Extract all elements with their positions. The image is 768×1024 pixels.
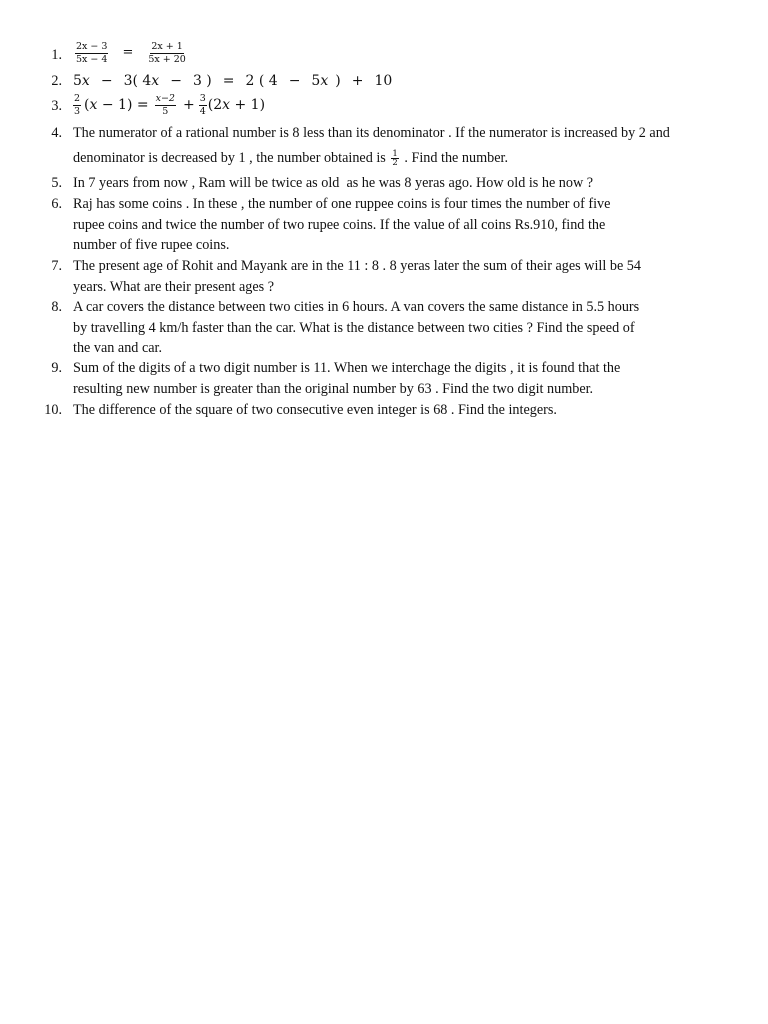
fraction-numerator: 2x + 1: [151, 40, 183, 52]
text-line: [73, 148, 723, 169]
question-text: [73, 173, 713, 194]
question-number: 10.: [44, 402, 62, 418]
question-text: [73, 194, 713, 256]
operator: +: [182, 96, 195, 113]
term: 10: [374, 72, 393, 89]
fraction-denominator: 4: [199, 105, 206, 117]
equation-2: [73, 70, 713, 92]
variable: x: [151, 72, 160, 89]
fraction-denominator: 5x − 4: [76, 53, 108, 65]
term: ): [335, 72, 341, 89]
question-text: [73, 123, 723, 168]
fraction-numerator: 2x − 3: [76, 40, 108, 52]
text-line: by travelling 4 km/h faster than the car. What is the distance between two cities ? Find the speed of: [73, 319, 635, 336]
fraction: [155, 94, 176, 117]
term: 5: [73, 72, 82, 89]
operator: −: [170, 72, 182, 89]
question-number: 9.: [51, 360, 62, 376]
fraction-denominator: 5: [162, 105, 169, 117]
text-segment: denominator is decreased by 1 , the number obtained is: [73, 149, 386, 166]
text-line: The difference of the square of two consecutive even integer is 68 . Find the integers.: [73, 402, 557, 418]
fraction-numerator: x−2: [155, 92, 175, 104]
text-segment: . Find the number.: [404, 149, 508, 166]
text-line: The present age of Rohit and Mayank are in the 11 : 8 . 8 yeras later the sum of their ages will be 54: [73, 258, 641, 274]
term: (2: [207, 96, 223, 113]
text-line: A car covers the distance between two cities in 6 hours. A van covers the same distance in 5.5 hours: [73, 299, 640, 315]
equals-sign: =: [222, 72, 235, 89]
text-line: In 7 years from now , Ram will be twice as old as he was 8 yeras ago. How old is he now ?: [73, 175, 594, 191]
variable: x: [320, 72, 329, 89]
fraction: [199, 94, 207, 117]
term: + 1): [230, 96, 266, 113]
fraction-numerator: 3: [199, 92, 206, 104]
text-line: Raj has some coins . In these , the number of one ruppee coins is four times the number of five: [73, 196, 611, 212]
equals-sign: =: [122, 44, 134, 60]
question-number: 6.: [51, 196, 62, 212]
text-line: The numerator of a rational number is 8 less than its denominator . If the numerator is increased by 2 and: [73, 125, 670, 141]
question-number: 7.: [51, 258, 62, 274]
variable: x: [222, 96, 231, 113]
operator: −: [100, 72, 113, 89]
term: (: [84, 96, 90, 113]
term: 2 ( 4: [245, 72, 278, 89]
equation-3: [73, 94, 713, 116]
question-number: 3.: [51, 98, 62, 114]
operator: +: [351, 72, 364, 89]
variable: x: [81, 72, 90, 89]
text-line: the van and car.: [73, 340, 163, 356]
variable: x: [89, 96, 98, 113]
fraction-denominator: 5x + 20: [148, 53, 186, 65]
text-line: years. What are their present ages ?: [73, 278, 275, 295]
fraction-lhs: [75, 42, 108, 65]
question-number: 4.: [51, 125, 62, 141]
question-text: [73, 297, 713, 359]
question-number: 1.: [51, 47, 62, 63]
term: − 1) =: [97, 96, 149, 113]
question-number: 8.: [51, 299, 62, 315]
question-text: [73, 358, 713, 399]
fraction: [73, 94, 81, 117]
fraction-numerator: 2: [74, 92, 81, 104]
equation-1: [73, 42, 713, 64]
fraction-numerator: 1: [392, 148, 398, 159]
fraction-one-half: [391, 150, 398, 167]
question-text: [73, 256, 713, 297]
text-line: resulting new number is greater than the original number by 63 . Find the two digit number.: [73, 380, 594, 397]
fraction-rhs: [147, 42, 187, 65]
question-text: [73, 400, 713, 421]
fraction-denominator: 3: [74, 105, 81, 117]
term: 3 ): [192, 72, 212, 89]
text-line: rupee coins and twice the number of two rupee coins. If the value of all coins Rs.910, find the: [73, 216, 606, 233]
text-line: number of five rupee coins.: [73, 237, 230, 253]
operator: −: [288, 72, 301, 89]
text-line: Sum of the digits of a two digit number is 11. When we interchage the digits , it is found that the: [73, 360, 621, 376]
question-number: 5.: [51, 175, 62, 191]
question-number: 2.: [51, 73, 62, 89]
term: 3( 4: [123, 72, 152, 89]
fraction-denominator: 2: [392, 157, 398, 168]
term: 5: [311, 72, 321, 89]
